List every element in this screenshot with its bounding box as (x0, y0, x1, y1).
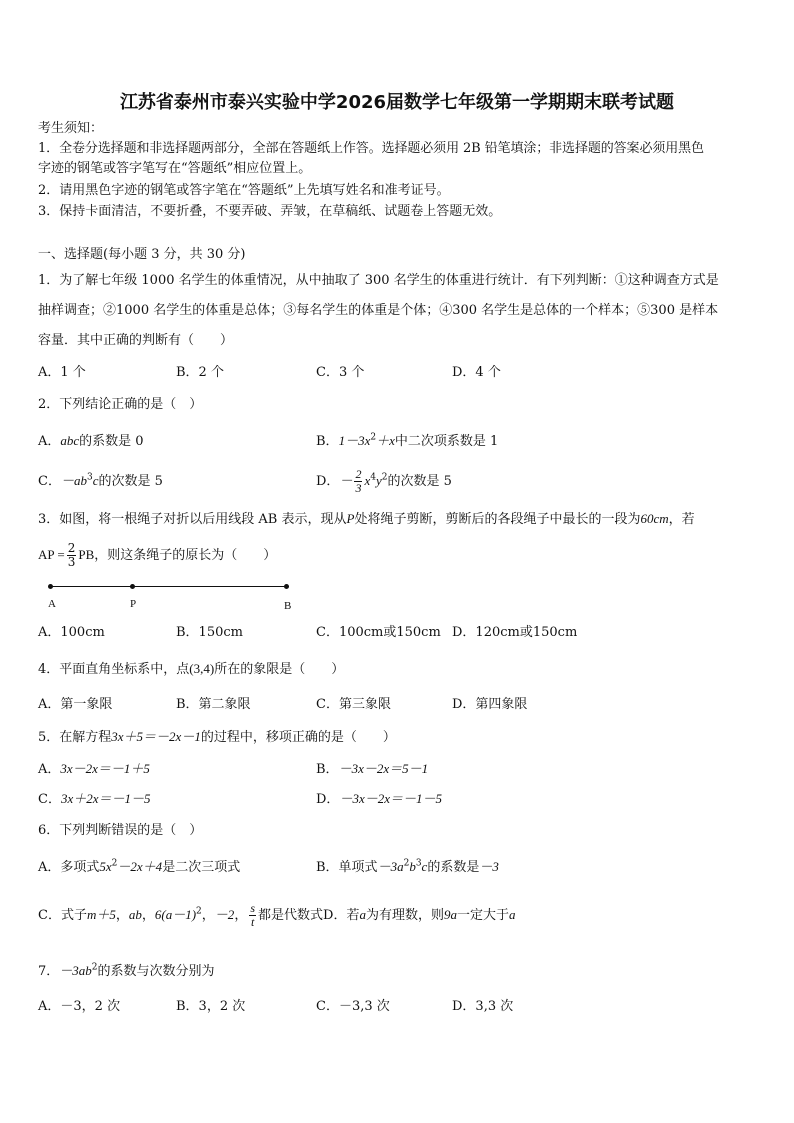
q3-eq-left: AP = (38, 547, 65, 562)
q5-option-d (316, 790, 442, 809)
q6-b-math-3: c (421, 859, 428, 874)
q6-d-text-1: 为有理数，则 (365, 908, 444, 923)
q6-a-math-1: 5x (99, 859, 112, 874)
q5-stem (38, 728, 396, 747)
q5-a-math: 3x－2x＝－1＋5 (60, 761, 150, 776)
q3-option-a: A．100cm (38, 625, 105, 640)
q3-text-a: 3．如图，将一根绳子对折以后用线段 AB 表示，现从 (38, 512, 347, 527)
q6-c-text: 都是代数式 (258, 908, 324, 923)
q4-text-b: 所在的象限是（ ） (214, 662, 345, 677)
q3-text-b: 处将绳子剪断，剪断后的各段绳子中最长的一段为 (354, 512, 641, 527)
q5-text-b: 的过程中，移项正确的是（ ） (200, 730, 396, 745)
q6-a-exp: 2 (111, 858, 118, 869)
q6-b-exp-1: 2 (403, 858, 410, 869)
q3-eq-right: PB (78, 547, 95, 562)
q7-option-d: D．3,3 次 (452, 999, 514, 1014)
q6-d-math-1: a (359, 907, 366, 922)
q1-line-1: 1．为了解七年级 1000 名学生的体重情况，从中抽取了 300 名学生的体重进行统计．有下列判断：①这种调查方式是 (38, 273, 719, 288)
q2-option-a (38, 432, 144, 451)
q6-b-math-2: b (409, 859, 416, 874)
q2-d-frac-num: 2 (355, 467, 362, 481)
q6-c-sep-1: ， (115, 908, 129, 923)
q4-text-a: 4．平面直角坐标系中，点 (38, 662, 190, 677)
q2-b-label: B． (316, 434, 339, 449)
q6-c-sep-3: ， (201, 908, 215, 923)
point-p-dot (130, 584, 135, 589)
q6-c-frac-den: t (250, 915, 255, 929)
notice-heading: 考生须知： (38, 121, 104, 136)
q2-b-exp: 2 (370, 432, 377, 443)
q1-option-a: A．1 个 (38, 365, 86, 380)
page-title: 江苏省泰州市泰兴实验中学2026届数学七年级第一学期期末联考试题 (119, 92, 675, 113)
q2-d-text: 的次数是 5 (387, 474, 452, 489)
point-b-label: B (284, 600, 292, 612)
segment-ab (50, 586, 289, 587)
q7-text-a: 7． (38, 964, 60, 979)
q2-d-fraction (354, 468, 362, 495)
q2-option-b (316, 432, 498, 451)
q6-option-a (38, 858, 240, 877)
q4-option-d: D．第四象限 (452, 697, 528, 712)
q7-option-c: C．－3,3 次 (316, 999, 390, 1014)
q3-fraction (67, 542, 77, 569)
q7-option-a: A．－3，2 次 (38, 999, 121, 1014)
q7-option-b: B．3，2 次 (176, 999, 246, 1014)
q6-b-exp-2: 3 (415, 858, 422, 869)
q7-math: －3ab (59, 963, 92, 978)
notice-item-3: 3．保持卡面清洁，不要折叠，不要弄破、弄皱，在草稿纸、试题卷上答题无效。 (38, 204, 502, 219)
q2-a-math: abc (60, 433, 80, 448)
q2-b-text: 中二次项系数是 1 (394, 434, 499, 449)
point-b-dot (284, 584, 289, 589)
q6-b-text: 的系数是 (427, 860, 480, 875)
q6-c-sep-2: ， (141, 908, 155, 923)
notice-item-1a: 1．全卷分选择题和非选择题两部分，全部在答题纸上作答。选择题必须用 2B 铅笔填涂；非选择题的答案必须用黑色 (38, 141, 704, 156)
q6-c-frac-num: s (250, 901, 255, 915)
q1-option-c: C．3 个 (316, 365, 365, 380)
q5-text-a: 5．在解方程 (38, 730, 112, 745)
q3-length: 60cm (640, 511, 669, 526)
q7-text-b: 的系数与次数分别为 (97, 964, 215, 979)
q1-option-b: B．2 个 (176, 365, 224, 380)
q6-option-cd (38, 900, 515, 931)
q6-stem: 6．下列判断错误的是（ ） (38, 823, 203, 838)
q4-option-b: B．第二象限 (176, 697, 251, 712)
q6-d-label: D．若 (323, 908, 360, 923)
q2-b-math-2: ＋x (376, 433, 395, 448)
q4-option-a: A．第一象限 (38, 697, 113, 712)
q6-a-math-2: －2x＋4 (117, 859, 163, 874)
q4-point: (3,4) (189, 661, 215, 676)
q2-d-x: x (364, 473, 371, 488)
q6-d-math-2: 9a (443, 907, 457, 922)
q2-stem: 2．下列结论正确的是（ ） (38, 397, 203, 412)
q2-c-label: C． (38, 474, 61, 489)
point-p-label: P (130, 598, 137, 610)
q5-option-a (38, 760, 150, 779)
q2-a-text: 的系数是 0 (79, 434, 144, 449)
q1-option-d: D．4 个 (452, 365, 501, 380)
notice-item-1b: 字迹的钢笔或答字笔写在“答题纸”相应位置上。 (38, 161, 312, 176)
q2-d-y: y (375, 473, 382, 488)
q2-d-frac-den: 3 (355, 481, 362, 495)
q2-option-c (38, 472, 163, 491)
q3-point-p: P (346, 511, 355, 526)
q2-c-exp: 3 (86, 472, 93, 483)
q2-c-text: 的次数是 5 (98, 474, 163, 489)
q6-d-math-3: a (508, 907, 516, 922)
q5-option-b (316, 760, 428, 779)
q1-line-3: 容量．其中正确的判断有（ ） (38, 333, 234, 348)
q6-b-value: －3 (479, 859, 499, 874)
point-a-dot (48, 584, 53, 589)
q3-option-d: D．120cm或150cm (452, 625, 578, 640)
q3-frac-den: 3 (67, 555, 76, 569)
q3-option-c: C．100cm或150cm (316, 625, 441, 640)
notice-item-2: 2．请用黑色字迹的钢笔或答字笔在“答题纸”上先填写姓名和准考证号。 (38, 183, 450, 198)
q5-b-label: B． (316, 762, 339, 777)
q6-d-text-2: 一定大于 (456, 908, 509, 923)
q3-segment-figure (44, 578, 304, 618)
q6-c-fraction (249, 902, 256, 929)
q2-d-minus: － (339, 473, 353, 488)
q6-c-math-2: ab (128, 907, 142, 922)
section-heading: 一、选择题(每小题 3 分，共 30 分) (38, 247, 246, 262)
q6-b-label: B．单项式 (316, 860, 378, 875)
q3-text-d: ，则这条绳子的原长为（ ） (94, 548, 277, 563)
q2-option-d (316, 466, 452, 497)
q2-d-label: D． (316, 474, 340, 489)
q6-c-math-4: －2 (214, 907, 235, 922)
q6-c-exp: 2 (196, 906, 202, 917)
q6-b-math-1: －3a (377, 859, 404, 874)
q3-text-c: ，若 (668, 512, 695, 527)
q4-stem (38, 660, 344, 679)
q6-c-math-1: m＋5 (86, 907, 116, 922)
q2-b-math-1: 1－3x (338, 433, 371, 448)
q2-a-label: A． (38, 434, 61, 449)
q6-c-label: C．式子 (38, 908, 87, 923)
q6-a-text: 是二次三项式 (162, 860, 241, 875)
q2-d-exp-1: 4 (370, 472, 376, 483)
q5-c-math: 3x＋2x＝－1－5 (60, 791, 151, 806)
q2-c-math-1: －ab (60, 473, 87, 488)
q5-option-c (38, 790, 151, 809)
q1-line-2: 抽样调查；②1000 名学生的体重是总体；③每名学生的体重是个体；④300 名学生是总体的一个样本；⑤300 是样本 (38, 303, 719, 318)
q5-d-label: D． (316, 792, 340, 807)
q3-line-1 (38, 510, 695, 529)
q3-line-2 (38, 540, 276, 571)
q5-a-label: A． (38, 762, 61, 777)
q4-option-c: C．第三象限 (316, 697, 391, 712)
q5-b-math: －3x－2x＝5－1 (338, 761, 429, 776)
q6-option-b (316, 858, 499, 877)
q3-frac-num: 2 (67, 541, 76, 555)
q6-c-math-3: 6(a－1) (154, 907, 197, 922)
point-a-label: A (48, 598, 56, 610)
q3-option-b: B．150cm (176, 625, 243, 640)
q7-exp: 2 (91, 962, 98, 973)
q2-d-exp-2: 2 (381, 472, 388, 483)
q5-equation: 3x＋5＝－2x－1 (111, 729, 201, 744)
q5-d-math: －3x－2x＝－1－5 (339, 791, 442, 806)
q6-a-label: A．多项式 (38, 860, 100, 875)
q2-c-math-2: c (92, 473, 99, 488)
q5-c-label: C． (38, 792, 61, 807)
q7-stem (38, 962, 215, 981)
q6-c-sep-4: ， (234, 908, 248, 923)
